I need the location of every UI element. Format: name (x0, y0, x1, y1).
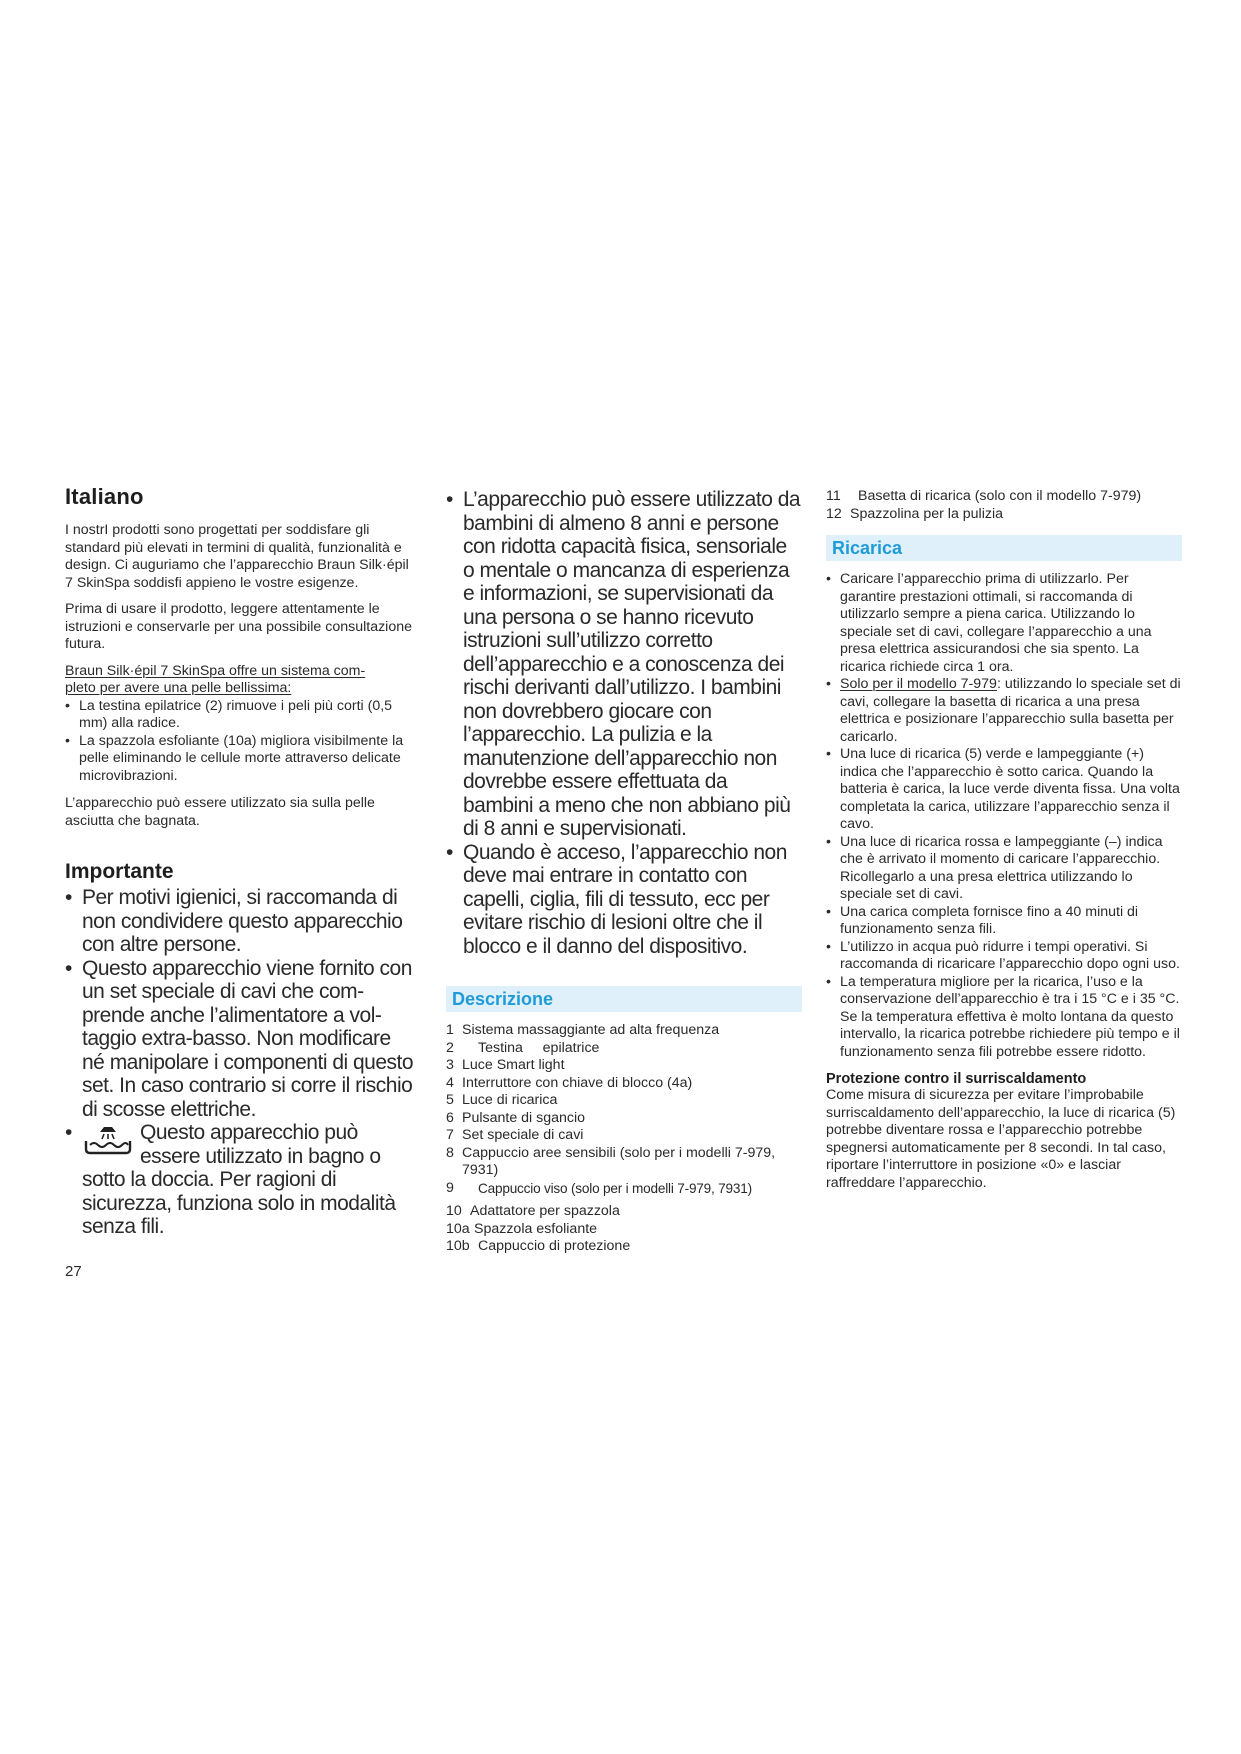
ricarica-item: • L’utilizzo in acqua può ridurre i tempi operativi. Si raccomanda di ricaricare l’apparecchio dopo ogni uso. (826, 939, 1182, 974)
parts-item: 9 Cappuccio viso (solo per i modelli 7-979, 7931) (446, 1179, 752, 1196)
system-paragraph (65, 663, 417, 698)
ricarica-item: • La temperatura migliore per la ricarica, l’uso e la conservazione dell’apparecchio è tra i 15 °C e i 35 °C. Se la temperatura effettiva è molto lontana da questo intervallo, la ricarica potrebbe richiedere più tempo e il funzionamento senza fili potrebbe essere ridotto. (826, 974, 1182, 1062)
parts-item: 4 Interruttore con chiave di blocco (4a) (446, 1074, 693, 1091)
intro-paragraph: I nostrI prodotti sono progettati per soddisfare gli standard più elevati in termini di qualità, funzionalità e design. Ci auguriamo che l’apparecchio Braun Silk·épil 7 SkinSpa soddisfi appieno le vostre esigenze. (65, 522, 409, 591)
protezione-text: Come misura di sicurezza per evitare l’improbabile surriscaldamento dell’apparecchio, la luce di ricarica (5) potrebbe diventare rossa e l’apparecchio potrebbe spegnersi automaticamente per 8 secondi. In tal caso, riportare l’interruttore in posizione «0» e lasciar raffreddare l’apparecchio. (826, 1087, 1176, 1191)
system-line-1: Braun Silk·épil 7 SkinSpa offre un sistema com- (65, 662, 366, 679)
parts-item: 3 Luce Smart light (446, 1057, 565, 1073)
importante-item: • Quando è acceso, l’apparecchio non deve mai entrare in contatto con capelli, ciglia, fili di tessuto, ecc per evitare rischio di lesioni oltre che il blocco e il danno del dispositivo. (446, 841, 802, 959)
ricarica-list (826, 571, 1182, 1061)
parts-item: 6 Pulsante di sgancio (446, 1109, 586, 1126)
ricarica-item: • Caricare l’apparecchio prima di utilizzarlo. Per garantire prestazioni ottimali, si raccomanda di utilizzarlo sempre a piena carica. Utilizzando lo speciale set di cavi, collegare l’apparecchio a una presa elettrica assicurandosi che sia spento. La ricarica richiede circa 1 ora. (826, 571, 1182, 676)
model-note: Solo per il modello 7-979 (840, 676, 997, 692)
parts-item: 2 Testina epilatrice (446, 1039, 600, 1056)
parts-item: 5 Luce di ricarica (446, 1092, 558, 1108)
parts-list-continued (826, 488, 1182, 523)
importante-item: • Per motivi igienici, si raccomanda di non condividere questo apparecchio con altre persone. (65, 886, 417, 957)
importante-list-continued (446, 488, 802, 958)
parts-item: 10a Spazzola esfoliante (446, 1220, 598, 1237)
parts-item: 11 Basetta di ricarica (solo con il modello 7-979) (826, 488, 1142, 504)
ricarica-item: • Una carica completa fornisce fino a 40 minuti di funzionamento senza fili. (826, 904, 1182, 939)
column-left (65, 484, 417, 1239)
importante-item: • L’apparecchio può essere utilizzato da bambini di almeno 8 anni e persone con ridotta capacità fisica, sensoriale o mentale o mancanza di esperienza e informazioni, se supervisionati da una persona o se hanno ricevuto istruzioni sull’utilizzo corretto dell’apparecchio e a conoscenza dei rischi derivanti dall’utilizzo. I bambini non dovrebbero giocare con l’apparecchio. La pulizia e la manutenzione dell’apparecchio non dovrebbe essere effettuata da bambini a meno che non abbiano più di 8 anni e supervisionati. (446, 488, 802, 841)
section-title-protezione: Protezione contro il surriscaldamento (826, 1071, 1087, 1087)
parts-item: 8 Cappuccio aree sensibili (solo per i modelli 7-979, 7931) (446, 1144, 776, 1178)
bath-shower-icon (82, 1123, 134, 1167)
section-title-italiano: Italiano (65, 484, 144, 509)
parts-item: 7 Set speciale di cavi (446, 1127, 584, 1143)
ricarica-item-model: • Solo per il modello 7-979: utilizzando lo speciale set di cavi, collegare la basetta di ricarica a una presa elettrica e posizionare l’apparecchio sulla basetta per caricarlo. (826, 676, 1182, 746)
parts-item: 12 Spazzolina per la pulizia (826, 505, 1004, 522)
parts-item: 10 Adattatore per spazzola (446, 1203, 620, 1219)
bath-text: Questo apparecchio può essere utilizzato in bagno o sotto la doccia. Per ragioni di sicurezza, funziona solo in modalità senza fili. (82, 1121, 396, 1238)
importante-list (65, 886, 417, 1239)
column-middle (446, 488, 802, 1256)
system-line-2: pleto per avere una pelle bellissima: (65, 680, 292, 696)
parts-item: 10b Cappuccio di protezione (446, 1238, 631, 1254)
parts-list (446, 1022, 802, 1256)
page-number: 27 (65, 1263, 82, 1280)
instructions-paragraph: Prima di usare il prodotto, leggere attentamente le istruzioni e conservarle per una possibile consultazione futura. (65, 601, 412, 652)
section-title-descrizione: Descrizione (446, 986, 802, 1012)
section-title-importante: Importante (65, 860, 174, 883)
importante-item-bath (65, 1121, 417, 1239)
importante-item: • Questo apparecchio viene fornito con un set speciale di cavi che comprende anche l’alimentatore a voltaggio extra-basso. Non modificare né manipolare i componenti di questo set. In caso contrario si corre il rischio di scosse elettriche. (65, 957, 417, 1122)
feature-item: • La spazzola esfoliante (10a) migliora visibilmente la pelle eliminando le cellule morte attraverso delicate microvibrazioni. (65, 733, 417, 786)
ricarica-item: • Una luce di ricarica rossa e lampeggiante (–) indica che è arrivato il momento di caricare l’apparecchio. Ricollegarlo a una presa elettrica utilizzando lo speciale set di cavi. (826, 834, 1182, 904)
wet-dry-paragraph: L’apparecchio può essere utilizzato sia sulla pelle asciutta che bagnata. (65, 795, 375, 829)
parts-item: 1 Sistema massaggiante ad alta frequenza (446, 1022, 720, 1038)
features-list (65, 698, 417, 786)
ricarica-item: • Una luce di ricarica (5) verde e lampeggiante (+) indica che l’apparecchio è sotto carica. Quando la batteria è carica, la luce verde diventa fissa. Una volta completata la carica, utilizzare l’apparecchio senza il cavo. (826, 746, 1182, 834)
feature-item: • La testina epilatrice (2) rimuove i peli più corti (0,5 mm) alla radice. (65, 698, 417, 733)
section-title-ricarica: Ricarica (826, 535, 1182, 561)
column-right (826, 488, 1182, 1201)
